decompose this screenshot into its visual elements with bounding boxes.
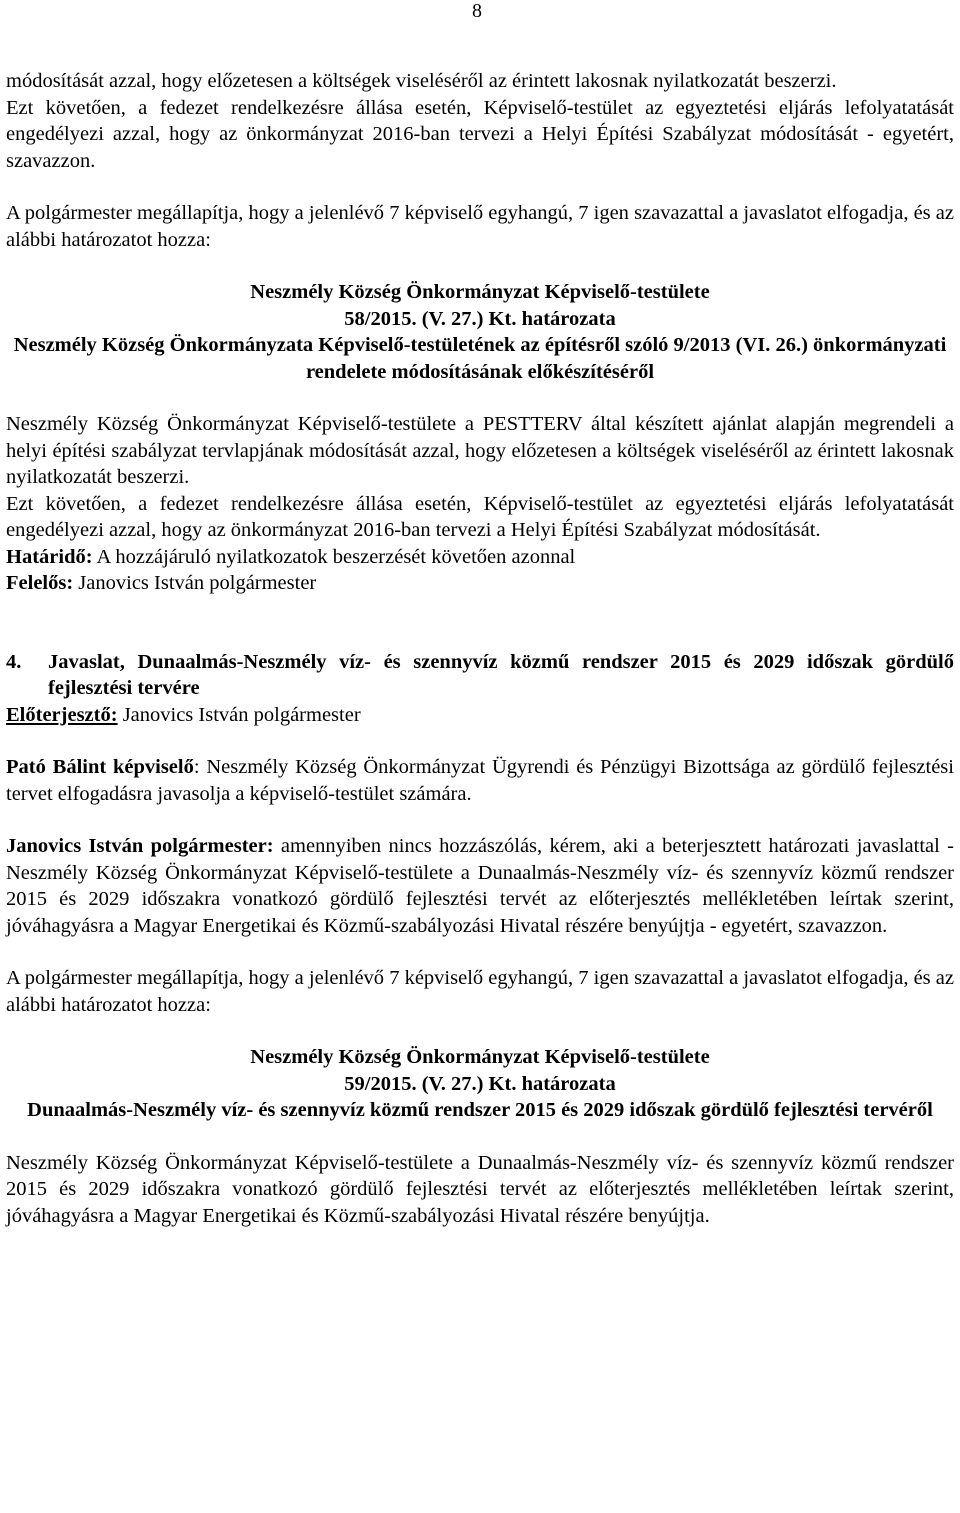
paragraph-continued: módosítását azzal, hogy előzetesen a költségek viseléséről az érintett lakosnak nyilatkozatát beszerzi. <box>6 70 837 92</box>
resolution-body-name: Neszmély Község Önkormányzat Képviselő-testülete <box>250 1046 710 1068</box>
agenda-number: 4. <box>6 650 22 673</box>
resolution-59 <box>6 1044 954 1229</box>
resolution-text: Ezt követően, a fedezet rendelkezésre állása esetén, Képviselő-testület az egyeztetési eljárás lefolyatatását engedélyezi azzal, hogy az önkormányzat 2016-ban tervezi a Helyi Építési Szabályzat módosítását. <box>6 492 954 541</box>
speech-janovics <box>6 833 954 939</box>
resolution-text: Neszmély Község Önkormányzat Képviselő-testülete a Dunaalmás-Neszmély víz- és szennyvíz közmű rendszer 2015 és 2029 időszakra vonatkozó gördülő fejlesztési tervét az előterjesztés mellékletében leírtak szerint, jóváhagyásra a Magyar Energetikai és Közmű-szabályozási Hivatal részére benyújtja. <box>6 1151 954 1227</box>
resolution-number: 59/2015. (V. 27.) Kt. határozata <box>344 1072 616 1095</box>
resolution-58 <box>6 279 954 597</box>
speaker-name: Janovics István polgármester: <box>6 835 274 857</box>
deadline-line <box>6 544 954 571</box>
page-number: 8 <box>472 0 482 22</box>
vote-result-paragraph: A polgármester megállapítja, hogy a jelenlévő 7 képviselő egyhangú, 7 igen szavazattal a javaslatot elfogadja, és az alábbi határozatot hozza: <box>6 967 954 1016</box>
speech-text: amennyiben nincs hozzászólás, kérem, aki a beterjesztett határozati javaslattal - Neszmély Község Önkormányzat Képviselő-testülete a Dunaalmás-Neszmély víz- és szennyvíz közmű rendszer 2015 és 2029 időszakra vonatkozó gördülő fejlesztési tervét az előterjesztés mellékletében leírtak szerint, jóváhagyásra a Magyar Energetikai és Közmű-szabályozási Hivatal részére benyújtja - egyetért, szavazzon. <box>6 835 955 937</box>
agenda-item-4 <box>6 649 954 702</box>
responsible-label: Felelős: <box>6 572 74 594</box>
resolution-text: Neszmély Község Önkormányzat Képviselő-testülete a PESTTERV által készített ajánlat alapján megrendeli a helyi építési szabályzat tervlapjának módosítását azzal, hogy előzetesen a költségek viseléséről az érintett lakosnak nyilatkozatát beszerzi. <box>6 413 954 488</box>
presenter-line <box>6 702 954 729</box>
responsible-line <box>6 570 954 597</box>
deadline-value: A hozzájáruló nyilatkozatok beszerzését követően azonnal <box>92 545 576 568</box>
paragraph-procedure: Ezt követően, a fedezet rendelkezésre állása esetén, Képviselő-testület az egyeztetési eljárás lefolyatatását engedélyezi azzal, hogy az önkormányzat 2016-ban tervezi a Helyi Építési Szabályzat módosítását - egyetért, szavazzon. <box>6 96 954 172</box>
document-body <box>6 68 954 1229</box>
presenter-label: Előterjesztő: <box>6 703 118 726</box>
resolution-body-name: Neszmély Község Önkormányzat Képviselő-testülete <box>250 281 710 303</box>
responsible-value: Janovics István polgármester <box>73 572 317 594</box>
agenda-title: Javaslat, Dunaalmás-Neszmély víz- és szennyvíz közmű rendszer 2015 és 2029 időszak gördülő fejlesztési tervére <box>48 650 954 699</box>
presenter-value: Janovics István polgármester <box>117 703 361 726</box>
resolution-number: 58/2015. (V. 27.) Kt. határozata <box>344 307 616 330</box>
resolution-subject: Neszmély Község Önkormányzata Képviselő-testületének az építésről szóló 9/2013 (VI. 26.) önkormányzati rendelete módosításának előkészítéséről <box>13 334 947 383</box>
deadline-label: Határidő: <box>6 545 93 568</box>
vote-result-paragraph: A polgármester megállapítja, hogy a jelenlévő 7 képviselő egyhangú, 7 igen szavazattal a javaslatot elfogadja, és az alábbi határozatot hozza: <box>6 202 954 251</box>
speaker-name: Pató Bálint képviselő <box>6 756 194 778</box>
speech-text: : Neszmély Község Önkormányzat Ügyrendi és Pénzügyi Bizottsága az gördülő fejlesztési tervet elfogadásra javasolja a képviselő-testület számára. <box>6 756 954 805</box>
speech-pato <box>6 754 954 807</box>
resolution-subject: Dunaalmás-Neszmély víz- és szennyvíz közmű rendszer 2015 és 2029 időszak gördülő fejlesztési tervéről <box>27 1099 933 1121</box>
